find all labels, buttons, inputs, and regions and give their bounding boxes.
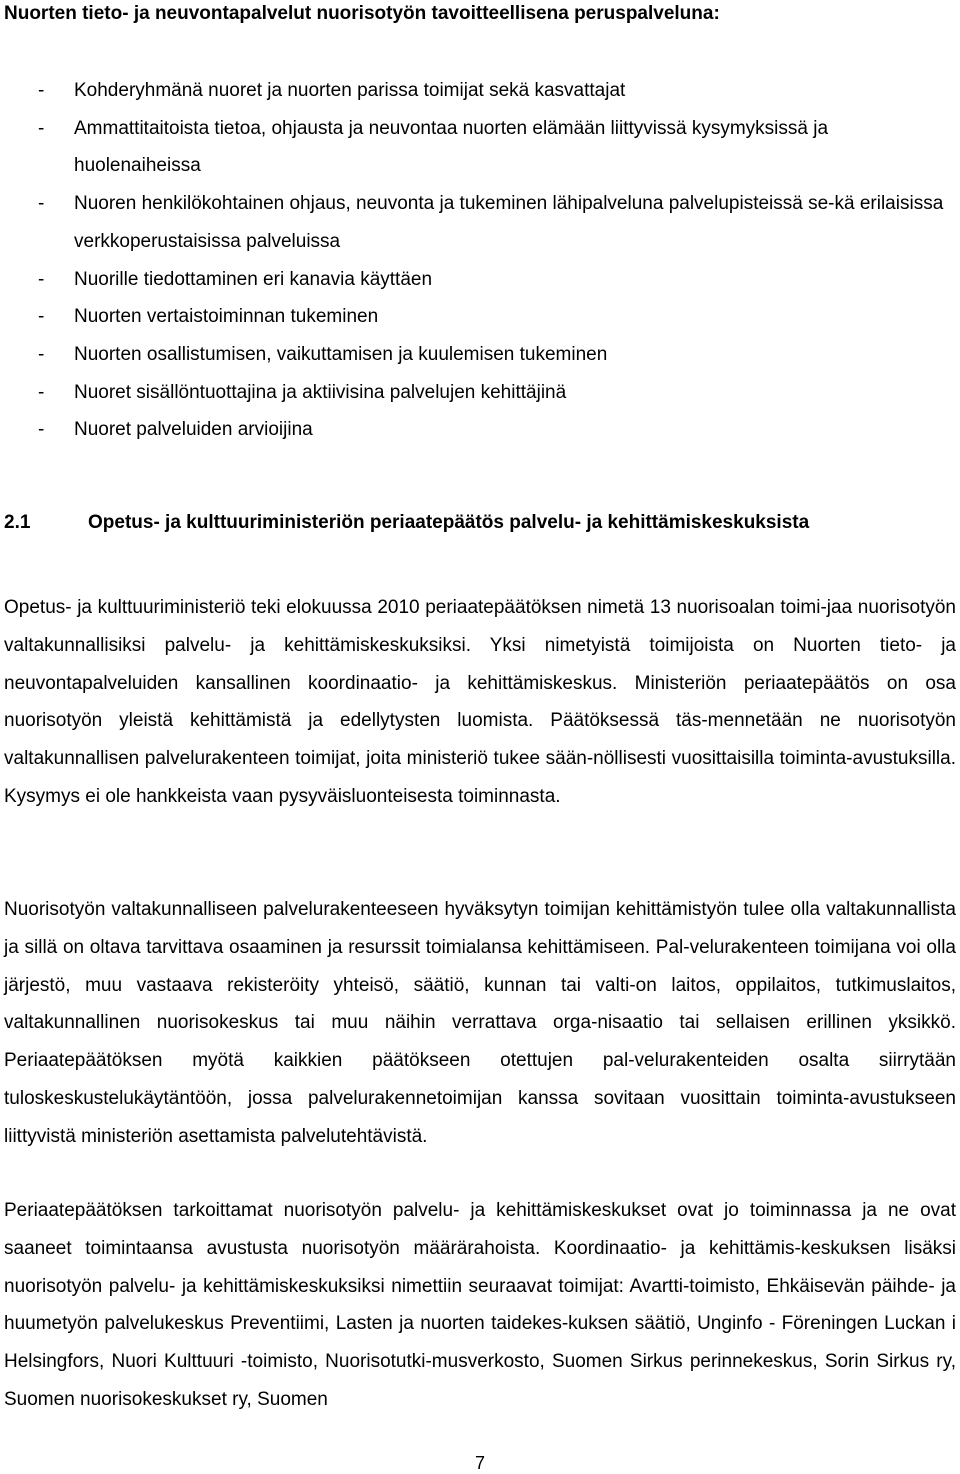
list-item-text: Nuorille tiedottaminen eri kanavia käyttäen: [74, 268, 433, 290]
list-item: [0, 72, 960, 110]
bullet-dash: -: [38, 80, 45, 101]
list-item: [0, 298, 960, 336]
bullet-dash: -: [38, 117, 45, 139]
bullet-dash: -: [38, 419, 45, 441]
section-title: Opetus- ja kulttuuriministeriön periaatepäätös palvelu- ja kehittämiskeskuksista: [88, 512, 810, 533]
list-item-text: Nuoren henkilökohtainen ohjaus, neuvonta ja tukeminen lähipalveluna palvelupisteissä se-kä erilaisissa verkkoperustaisissa palveluissa: [74, 193, 944, 252]
list-item-text: Kohderyhmänä nuoret ja nuorten parissa toimijat sekä kasvattajat: [74, 80, 626, 101]
list-item: [0, 110, 960, 185]
list-item: [0, 261, 960, 299]
bullet-dash: -: [38, 268, 45, 290]
body-paragraph-3: Periaatepäätöksen tarkoittamat nuorisotyön palvelu- ja kehittämiskeskukset ovat jo toiminnassa ja ne ovat saaneet toimintaansa avustusta nuorisotyön määrärahoista. Koordinaatio- ja kehittämis-keskuksen lisäksi nuorisotyön palvelu- ja kehittämiskeskuksiksi nimettiin seuraavat toimijat: Avartti-toimisto, Ehkäisevän päihde- ja huumetyön palvelukeskus Preventiimi, Lasten ja nuorten taidekes-kuksen säätiö, Unginfo - Föreningen Luckan i Helsingfors, Nuori Kulttuuri -toimisto, Nuorisotutki-musverkosto, Suomen Sirkus perinnekeskus, Sorin Sirkus ry, Suomen nuorisokeskukset ry, Suomen: [4, 1200, 956, 1410]
body-paragraph-2: Nuorisotyön valtakunnalliseen palvelurakenteeseen hyväksytyn toimijan kehittämistyön tulee olla valtakunnallista ja sillä on oltava tarvittava osaaminen ja resurssit toimialansa kehittämiseen. Pal-velurakenteen toimijana voi olla järjestö, muu vastaava rekisteröity yhteisö, säätiö, kunnan tai valti-on laitos, oppilaitos, tutkimuslaitos, valtakunnallinen nuorisokeskus tai muu näihin verrattava orga-nisaatio tai sellaisen erillinen yksikkö. Periaatepäätöksen myötä kaikkien päätökseen otettujen pal-velurakenteiden osalta siirrytään tuloskeskustelukäytäntöön, jossa palvelurakennetoimijan kanssa sovitaan vuosittain toiminta-avustukseen liittyvistä ministeriön asettamista palvelutehtävistä.: [4, 899, 956, 1147]
body-paragraph-1: Opetus- ja kulttuuriministeriö teki elokuussa 2010 periaatepäätöksen nimetä 13 nuorisoalan toimi-jaa nuorisotyön valtakunnallisiksi palvelu- ja kehittämiskeskuksiksi. Yksi nimetyistä toimijoista on Nuorten tieto- ja neuvontapalveluiden kansallinen koordinaatio- ja kehittämiskeskus. Ministeriön periaatepäätös on osa nuorisotyön yleistä kehittämistä ja edellytysten luomista. Päätöksessä täs-mennetään ne nuorisotyön valtakunnallisen palvelurakenteen toimijat, joita ministeriö tukee sään-nöllisesti vuosittaisilla toiminta-avustuksilla. Kysymys ei ole hankkeista vaan pysyväisluonteisesta toiminnasta.: [4, 597, 956, 807]
list-item-text: Nuoret palveluiden arvioijina: [74, 419, 313, 441]
list-item: [0, 374, 960, 412]
bullet-dash: -: [38, 306, 45, 328]
list-item: [0, 336, 960, 374]
bullet-dash: -: [38, 381, 45, 403]
section-heading: [4, 510, 809, 536]
page-heading: Nuorten tieto- ja neuvontapalvelut nuorisotyön tavoitteellisena peruspalveluna:: [4, 3, 720, 24]
list-item: [0, 185, 960, 260]
bullet-dash: -: [38, 193, 45, 215]
list-item-text: Ammattitaitoista tietoa, ohjausta ja neuvontaa nuorten elämään liittyvissä kysymyksissä ja huolenaiheissa: [74, 117, 829, 177]
list-item: [0, 411, 960, 449]
service-bullet-list: [0, 72, 960, 449]
section-number: 2.1: [4, 512, 31, 533]
page-number: 7: [474, 1453, 485, 1473]
list-item-text: Nuorten vertaistoiminnan tukeminen: [74, 306, 379, 328]
bullet-dash: -: [38, 343, 45, 365]
list-item-text: Nuorten osallistumisen, vaikuttamisen ja kuulemisen tukeminen: [74, 343, 608, 365]
list-item-text: Nuoret sisällöntuottajina ja aktiivisina palvelujen kehittäjinä: [74, 381, 567, 403]
